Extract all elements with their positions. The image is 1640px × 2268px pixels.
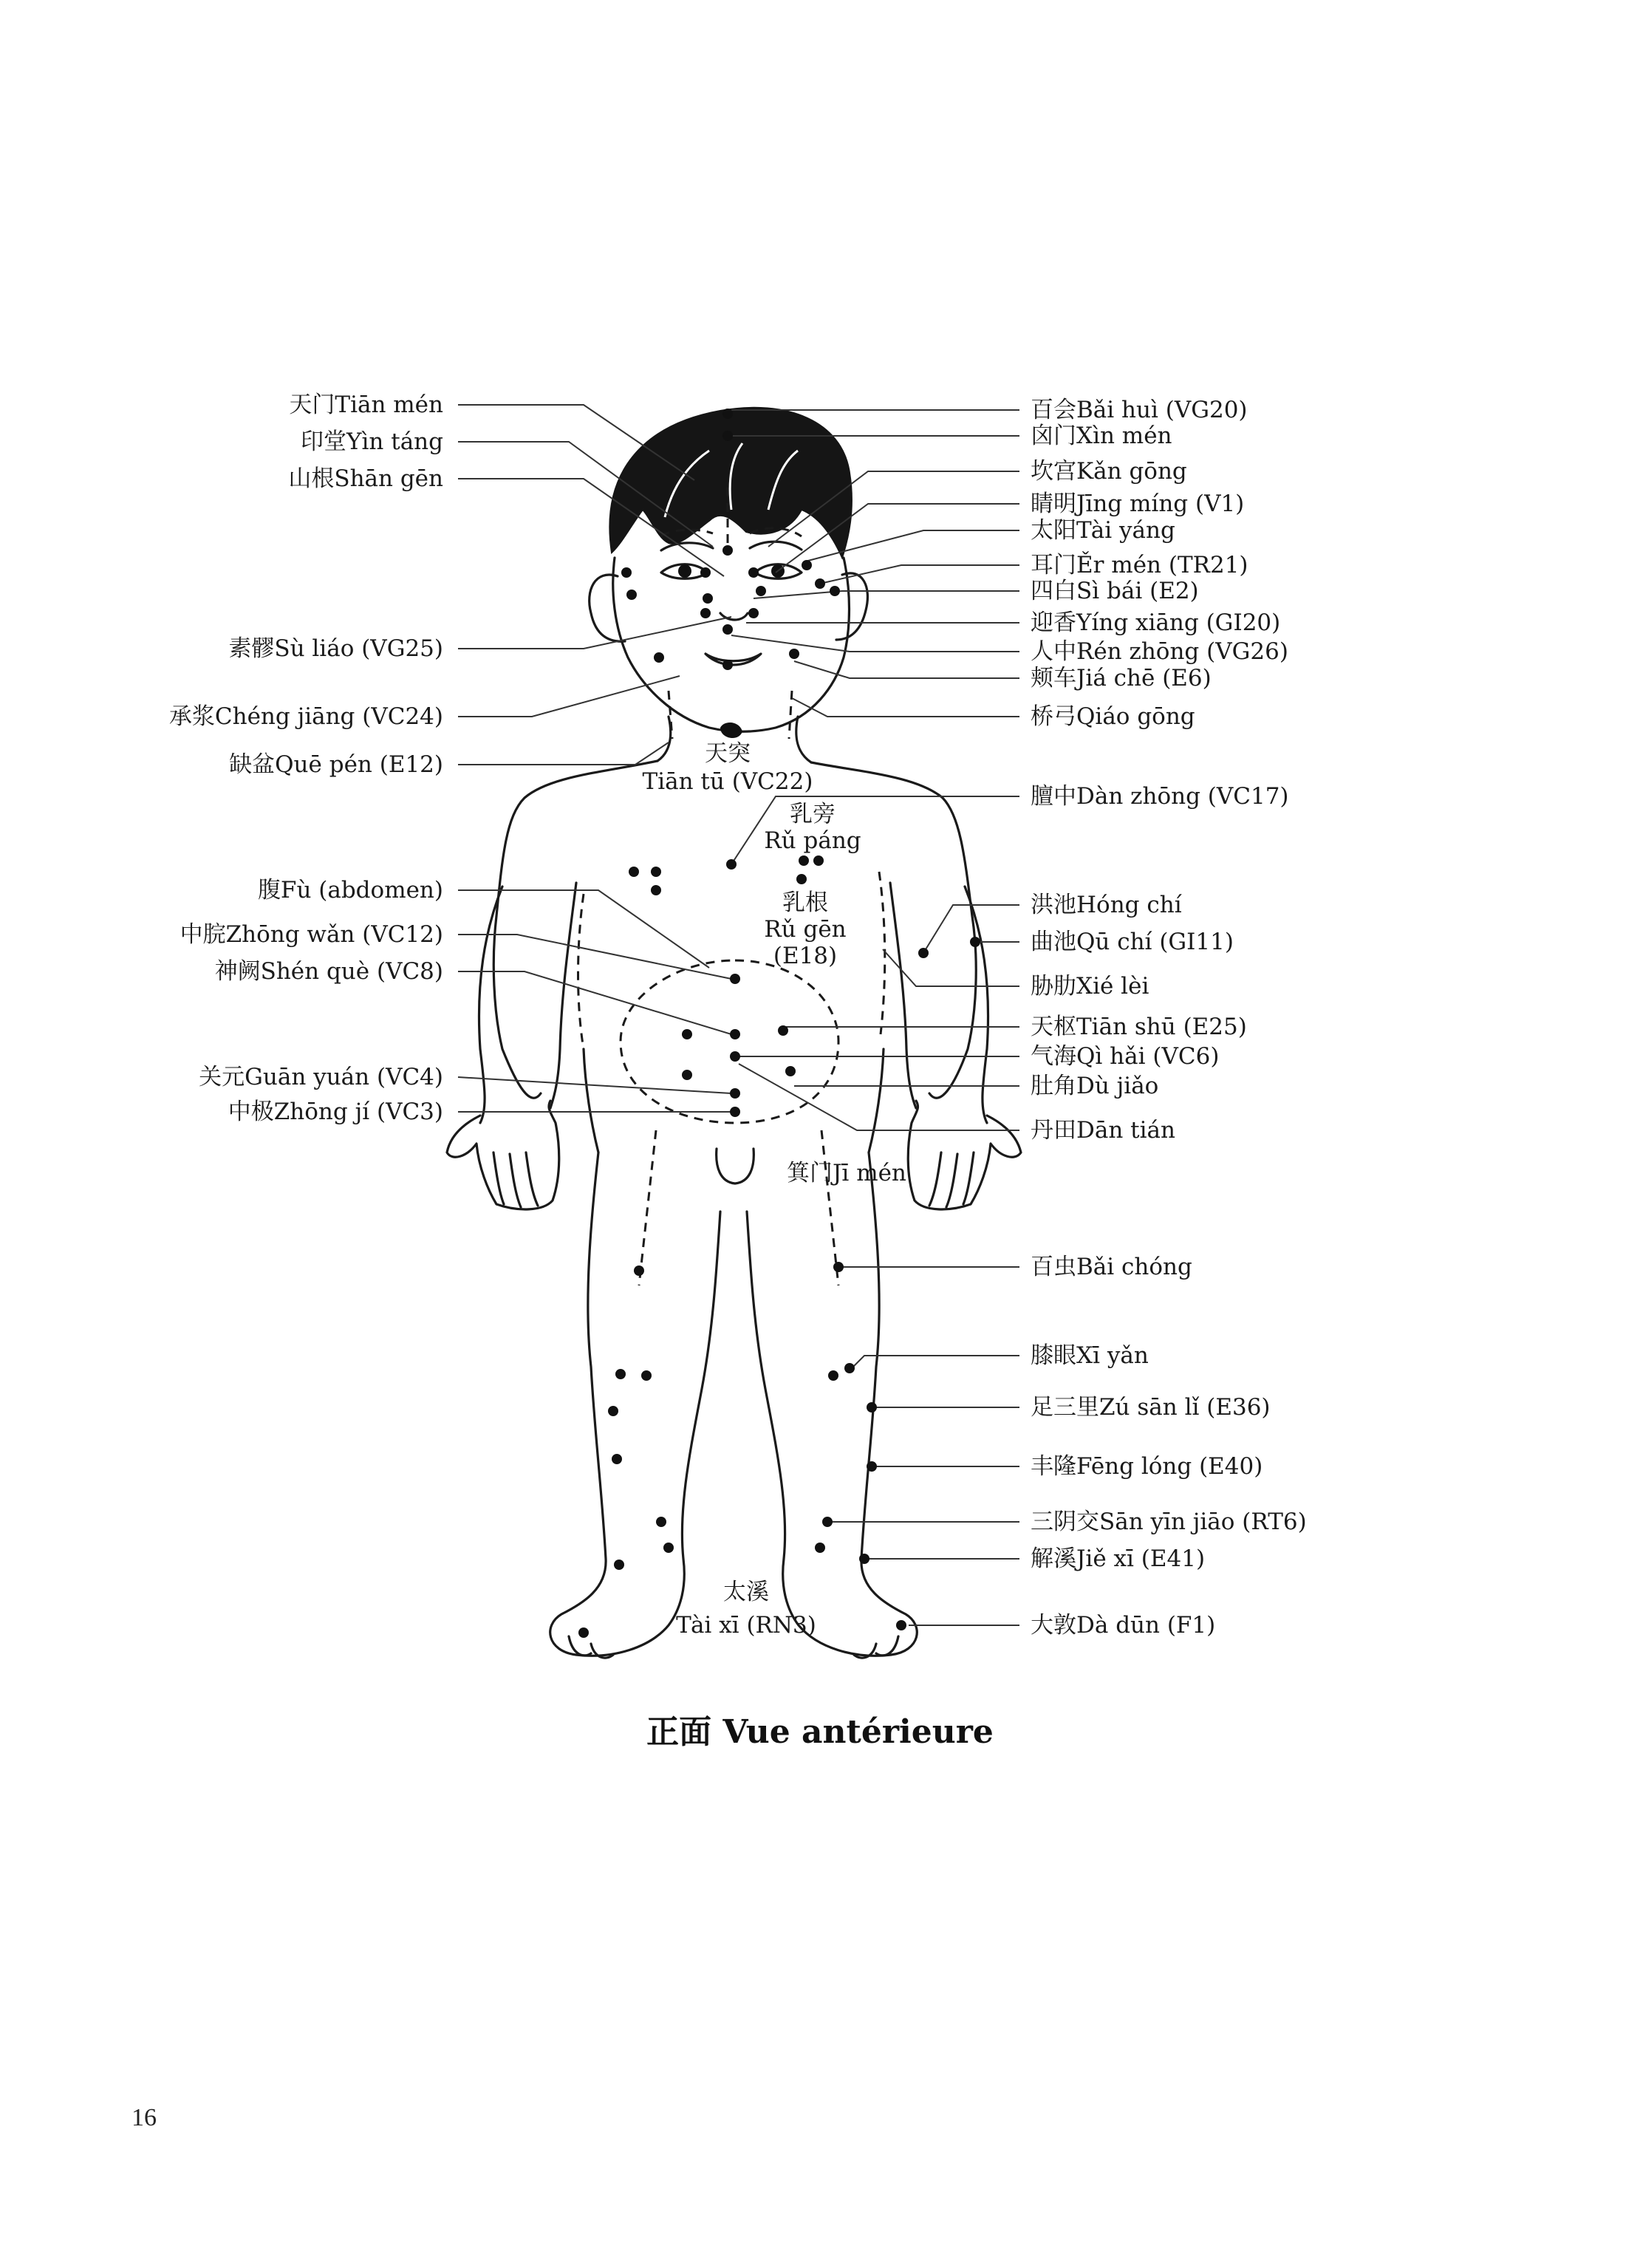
center-labels: [643, 740, 906, 1639]
label-shangen: 山根Shān gēn: [288, 465, 443, 492]
xielei-dashed-left: [578, 894, 584, 1049]
left-arm: [479, 887, 502, 1123]
label-yingxiang: 迎香Yíng xiāng (GI20): [1031, 609, 1281, 636]
label-ermen: 耳门Ěr mén (TR21): [1031, 552, 1248, 578]
label-fenglong: 丰隆Fēng lóng (E40): [1031, 1453, 1263, 1480]
label-tiantu-cn: 天突: [705, 740, 751, 767]
label-dadun: 大敦Dà dūn (F1): [1031, 1612, 1216, 1639]
label-guanyuan: 关元Guān yuán (VC4): [199, 1064, 443, 1090]
label-baihui: 百会Bǎi huì (VG20): [1031, 397, 1248, 423]
label-zusanli: 足三里Zú sān lǐ (E36): [1031, 1394, 1271, 1421]
right-ear: [836, 573, 867, 640]
label-quchi: 曲池Qū chí (GI11): [1031, 929, 1234, 955]
label-zhongji: 中极Zhōng jí (VC3): [228, 1099, 443, 1125]
label-jingming: 睛明Jīng míng (V1): [1031, 491, 1245, 517]
label-dantian: 丹田Dān tián: [1031, 1117, 1175, 1144]
label-hongchi: 洪池Hóng chí: [1031, 892, 1182, 918]
baichong-dashed-left: [639, 1130, 656, 1285]
label-suliao: 素髎Sù liáo (VG25): [228, 635, 443, 662]
neck-dashed-right: [789, 691, 792, 739]
label-rugen-cn: 乳根: [782, 889, 828, 916]
left-hand: [447, 1101, 559, 1209]
xielei-dashed-right: [879, 872, 885, 1034]
label-jiexi: 解溪Jiě xī (E41): [1031, 1545, 1206, 1572]
label-yintang: 印堂Yìn táng: [301, 428, 443, 455]
left-leg: [550, 1152, 720, 1656]
label-fu: 腹Fù (abdomen): [257, 877, 443, 904]
label-xinmen: 囟门Xìn mén: [1031, 423, 1172, 449]
label-sanyinjiao: 三阴交Sān yīn jiāo (RT6): [1031, 1509, 1307, 1535]
label-qiaogong: 桥弓Qiáo gōng: [1031, 703, 1195, 730]
label-chengjiang: 承浆Chéng jiāng (VC24): [168, 703, 443, 730]
label-quepen: 缺盆Quē pén (E12): [229, 751, 443, 778]
label-jimen: 箕门Jī mén: [787, 1160, 906, 1186]
label-kangong: 坎宫Kǎn gōng: [1031, 458, 1187, 485]
groin: [717, 1149, 754, 1183]
label-rugen-code: (E18): [773, 943, 838, 969]
label-qihai: 气海Qì hǎi (VC6): [1031, 1043, 1220, 1070]
label-taixi-py: Tài xī (RN3): [676, 1612, 816, 1639]
label-danzhong: 膻中Dàn zhōng (VC17): [1031, 783, 1289, 810]
label-rupang-py: Rǔ páng: [764, 827, 861, 854]
label-rupang-cn: 乳旁: [790, 801, 836, 827]
label-xielei: 胁肋Xié lèi: [1031, 973, 1149, 1000]
leader-lines: [458, 405, 1019, 1625]
dantian-circle: [621, 960, 838, 1123]
label-jiache: 颊车Jiá chē (E6): [1031, 665, 1212, 691]
label-tianshu: 天枢Tiān shū (E25): [1031, 1014, 1247, 1040]
label-taixi-cn: 太溪: [723, 1579, 769, 1605]
acupoint-dots: [578, 409, 980, 1638]
tiantu-mark: [720, 723, 742, 738]
label-tiantu-py: Tiān tū (VC22): [642, 768, 813, 795]
face-outline: [613, 558, 850, 731]
label-rugen-py: Rǔ gēn: [764, 916, 847, 943]
right-arm: [965, 887, 988, 1123]
right-labels: [1031, 397, 1307, 1639]
torso-outline: [493, 761, 657, 1098]
label-dujiao: 肚角Dù jiǎo: [1031, 1073, 1159, 1099]
baichong-dashed-right: [821, 1130, 838, 1285]
page-number: 16: [131, 2104, 157, 2131]
label-xiyan: 膝眼Xī yǎn: [1031, 1342, 1149, 1369]
label-zhongwan: 中脘Zhōng wǎn (VC12): [180, 921, 443, 948]
label-taiyang: 太阳Tài yáng: [1031, 517, 1175, 544]
label-baichong: 百虫Bǎi chóng: [1031, 1254, 1192, 1280]
figure-caption: 正面 Vue antérieure: [646, 1713, 994, 1751]
label-sibai: 四白Sì bái (E2): [1031, 578, 1199, 604]
label-tianmen: 天门Tiān mén: [289, 392, 443, 418]
label-shenque: 神阙Shén què (VC8): [214, 958, 443, 985]
right-hand: [908, 1101, 1021, 1209]
left-labels: [169, 392, 443, 1125]
label-renzhong: 人中Rén zhōng (VG26): [1031, 638, 1288, 665]
